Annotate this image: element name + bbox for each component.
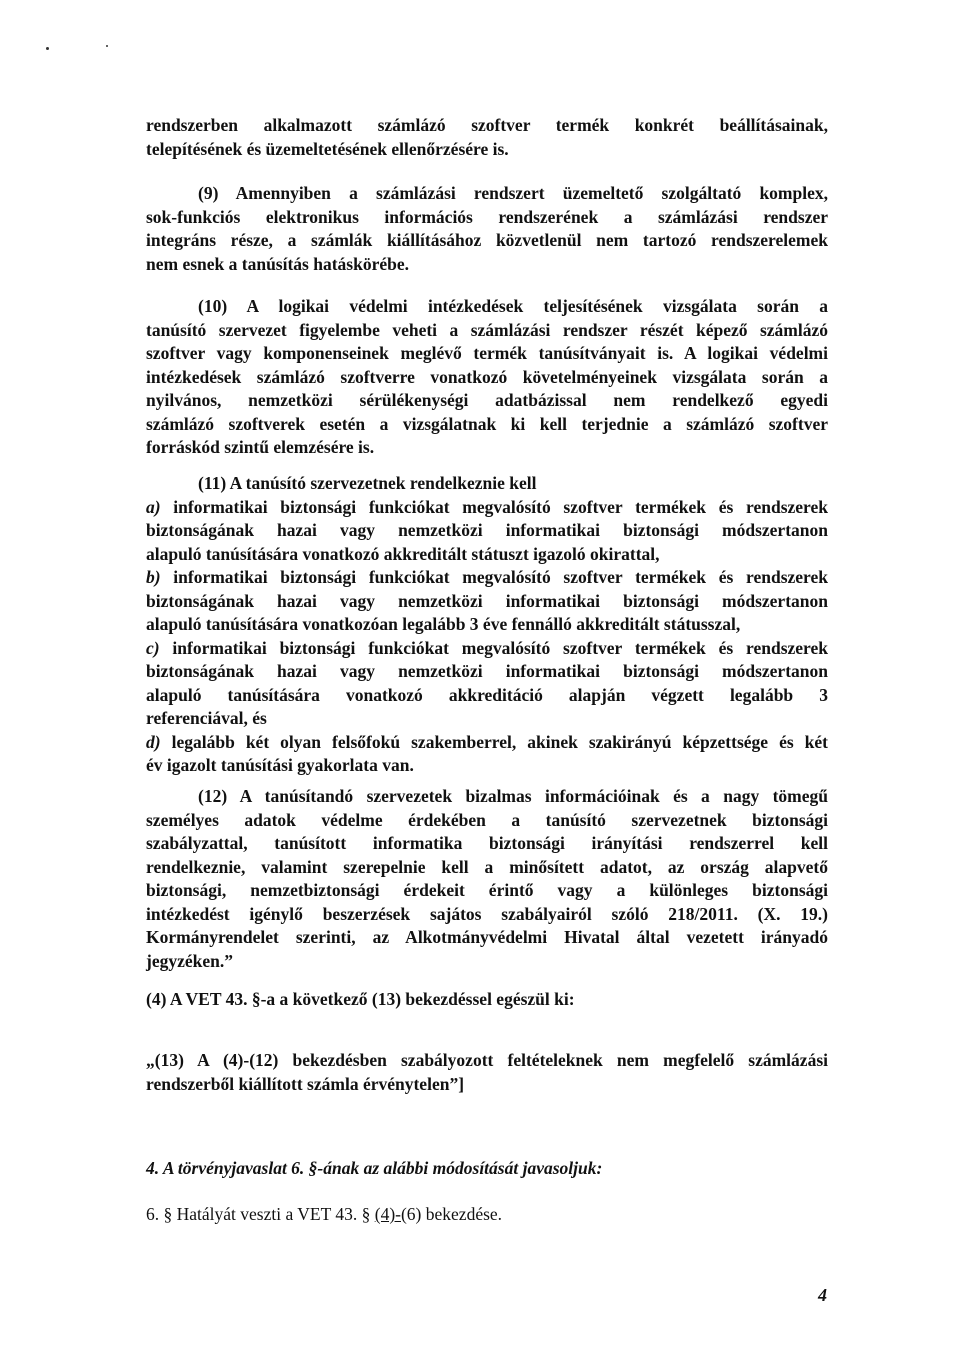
list-item-c <box>146 637 828 661</box>
text-line: biztonsági, nemzetbiztonsági érdekeit érintő vagy a különleges biztonsági <box>146 880 828 900</box>
text-line: év igazolt tanúsítási gyakorlata van. <box>146 755 414 775</box>
text-line: biztonságának hazai vagy nemzetközi informatikai biztonsági módszertanon <box>146 520 828 540</box>
list-item-a <box>146 496 828 520</box>
text-line: forráskód szintű elemzésére is. <box>146 437 375 457</box>
text-line: referenciával, és <box>146 708 267 728</box>
text-line: rendszerben alkalmazott számlázó szoftver termék konkrét beállításainak, <box>146 115 828 135</box>
text-line: Kormányrendelet szerinti, az Alkotmányvédelmi Hivatal által vezetett irányadó <box>146 927 828 947</box>
text-line: (12) A tanúsítandó szervezetek bizalmas információinak és a nagy tömegű <box>198 786 828 806</box>
scan-speck <box>46 47 49 50</box>
text-line <box>146 1203 828 1227</box>
text-line: szabályzattal, tanúsított informatika biztonsági irányítási rendszerrel kell <box>146 833 828 853</box>
text-line: (4) A VET 43. §-a a következő (13) bekezdéssel egészül ki: <box>146 989 575 1009</box>
text-line: tanúsító szervezet figyelembe veheti a számlázási rendszer részét képező számlázó <box>146 319 828 340</box>
paragraph-11 <box>146 472 828 778</box>
section-6 <box>146 1203 828 1227</box>
text-line: integráns része, a számlák kiállításához közvetlenül nem tartozó rendszerelemek <box>146 230 828 250</box>
paragraph-10 <box>146 295 828 460</box>
text-line: alapuló tanúsítására vonatkozóan legalább 3 éve fennálló akkreditált státusszal, <box>146 614 741 634</box>
text-line: biztonságának hazai vagy nemzetközi informatikai biztonsági módszertanon <box>146 590 828 611</box>
list-text: informatikai biztonsági funkciókat megvalósító szoftver termékek és rendszerek <box>160 496 828 517</box>
list-marker: d) <box>146 731 161 752</box>
text-line: telepítésének és üzemeltetésének ellenőrzésére is. <box>146 138 509 159</box>
paragraph-intro <box>146 114 828 161</box>
text-line: nem esnek a tanúsítás hatáskörébe. <box>146 253 410 274</box>
paragraph-12 <box>146 785 828 973</box>
text-line: jegyzéken.” <box>146 950 233 971</box>
list-text: informatikai biztonsági funkciókat megvalósító szoftver termékek és rendszerek <box>159 637 828 658</box>
section-heading: 4. A törvényjavaslat 6. §-ának az alábbi módosítását javasoljuk: <box>146 1158 603 1178</box>
list-text: legalább két olyan felsőfokú szakemberrel, akinek szakirányú képzettsége és két <box>160 731 828 752</box>
text-line: személyes adatok védelme érdekében a tanúsító szervezetnek biztonsági <box>146 809 828 830</box>
text-line: alapuló tanúsítására vonatkozó akkreditáció alapján végzett legalább 3 <box>146 684 828 705</box>
text-line: sok-funkciós elektronikus információs rendszerének a számlázási rendszer <box>146 206 828 227</box>
text-line: nyilvános, nemzetközi sérülékenységi adatbázissal nem rendelkező egyedi <box>146 390 828 410</box>
list-item-d <box>146 731 828 755</box>
paragraph-13 <box>146 1049 828 1096</box>
paragraph-9 <box>146 182 828 276</box>
list-marker: a) <box>146 496 161 517</box>
list-item-b <box>146 566 828 590</box>
text-line: intézkedést igénylő beszerzések sajátos szabályairól szóló 218/2011. (X. 19.) <box>146 903 828 924</box>
section-6-text: 6. § Hatályát veszti a VET 43. § <box>146 1204 375 1224</box>
text-line: alapuló tanúsítására vonatkozó akkreditált státuszt igazoló okirattal, <box>146 543 660 564</box>
list-marker: b) <box>146 567 161 587</box>
section-6-text-end: (6) bekezdése. <box>400 1204 503 1224</box>
text-line: számlázó szoftverek esetén a vizsgálatnak ki kell terjednie a számlázó szoftver <box>146 413 828 434</box>
text-line: „(13) A (4)-(12) bekezdésben szabályozott feltételeknek nem megfelelő számlázási <box>146 1050 828 1070</box>
text-line: biztonságának hazai vagy nemzetközi informatikai biztonsági módszertanon <box>146 661 828 681</box>
text-line: (11) A tanúsító szervezetnek rendelkeznie kell <box>198 473 537 493</box>
text-line: rendszerből kiállított számla érvénytelen”] <box>146 1073 465 1094</box>
text-line: intézkedések számlázó szoftverre vonatkozó követelményeinek vizsgálata során a <box>146 366 828 387</box>
text-line: (9) Amennyiben a számlázási rendszert üzemeltető szolgáltató komplex, <box>198 183 828 203</box>
scan-speck <box>106 45 108 47</box>
text-line: (10) A logikai védelmi intézkedések teljesítésének vizsgálata során a <box>198 296 828 316</box>
proposal-heading <box>146 1157 828 1181</box>
list-text: informatikai biztonsági funkciókat megvalósító szoftver termékek és rendszerek <box>160 567 828 587</box>
struck-reference: (4)- <box>374 1204 401 1224</box>
text-line: rendelkeznie, valamint szerepelnie kell a minősített adatot, az ország alapvető <box>146 856 828 877</box>
text-line: szoftver vagy komponenseinek meglévő termék tanúsítványait is. A logikai védelmi <box>146 343 828 363</box>
amendment-4 <box>146 988 828 1012</box>
list-marker: c) <box>146 637 160 658</box>
page-number: 4 <box>818 1285 827 1305</box>
